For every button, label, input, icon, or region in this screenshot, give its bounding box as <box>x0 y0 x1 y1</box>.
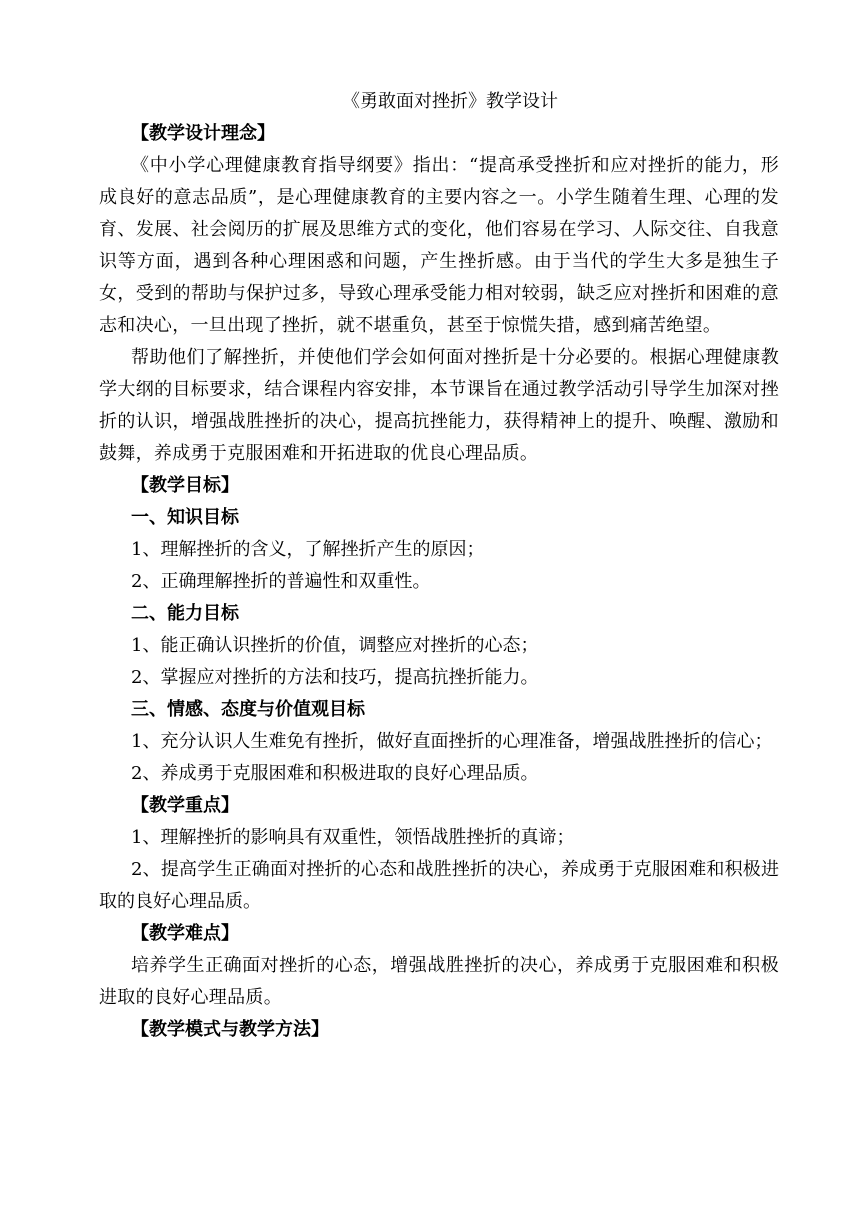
section-heading-objectives: 【教学目标】 <box>131 475 239 496</box>
ability-item-2: 2、掌握应对挫折的方法和技巧，提高抗挫折能力。 <box>131 667 539 688</box>
section-heading-key-points: 【教学重点】 <box>131 795 239 816</box>
knowledge-item-1: 1、理解挫折的含义，了解挫折产生的原因； <box>131 539 485 560</box>
difficulties-paragraph: 培养学生正确面对挫折的心态，增强战胜挫折的决心，养成勇于克服困难和积极进取的良好心理品质。 <box>99 955 779 1008</box>
emotion-item-1: 1、充分认识人生难免有挫折，做好直面挫折的心理准备，增强战胜挫折的信心； <box>131 731 773 752</box>
section-heading-concept: 【教学设计理念】 <box>131 123 275 144</box>
ability-item-1: 1、能正确认识挫折的价值，调整应对挫折的心态； <box>131 635 539 656</box>
concept-paragraph-2: 帮助他们了解挫折，并使他们学会如何面对挫折是十分必要的。根据心理健康教学大纲的目标要求，结合课程内容安排，本节课旨在通过教学活动引导学生加深对挫折的认识，增强战胜挫折的决心，提高抗挫能力，获得精神上的提升、唤醒、激励和鼓舞，养成勇于克服困难和开拓进取的优良心理品质。 <box>99 347 779 464</box>
emotion-item-2: 2、养成勇于克服困难和积极进取的良好心理品质。 <box>131 763 539 784</box>
section-heading-difficulties: 【教学难点】 <box>131 923 239 944</box>
document-page <box>99 86 779 1046</box>
key-point-item-2: 2、提高学生正确面对挫折的心态和战胜挫折的决心，养成勇于克服困难和积极进取的良好心理品质。 <box>99 859 779 912</box>
subheading-emotion: 三、情感、态度与价值观目标 <box>131 699 365 720</box>
document-title: 《勇敢面对挫折》教学设计 <box>342 91 558 112</box>
knowledge-item-2: 2、正确理解挫折的普遍性和双重性。 <box>131 571 431 592</box>
subheading-ability: 二、能力目标 <box>131 603 239 624</box>
subheading-knowledge: 一、知识目标 <box>131 507 239 528</box>
concept-paragraph-1: 《中小学心理健康教育指导纲要》指出：“提高承受挫折和应对挫折的能力，形成良好的意志品质”，是心理健康教育的主要内容之一。小学生随着生理、心理的发育、发展、社会阅历的扩展及思维方式的变化，他们容易在学习、人际交往、自我意识等方面，遇到各种心理困惑和问题，产生挫折感。由于当代的学生大多是独生子女，受到的帮助与保护过多，导致心理承受能力相对较弱，缺乏应对挫折和困难的意志和决心，一旦出现了挫折，就不堪重负，甚至于惊慌失措，感到痛苦绝望。 <box>99 155 779 336</box>
section-heading-methods: 【教学模式与教学方法】 <box>131 1019 329 1040</box>
key-point-item-1: 1、理解挫折的影响具有双重性，领悟战胜挫折的真谛； <box>131 827 575 848</box>
